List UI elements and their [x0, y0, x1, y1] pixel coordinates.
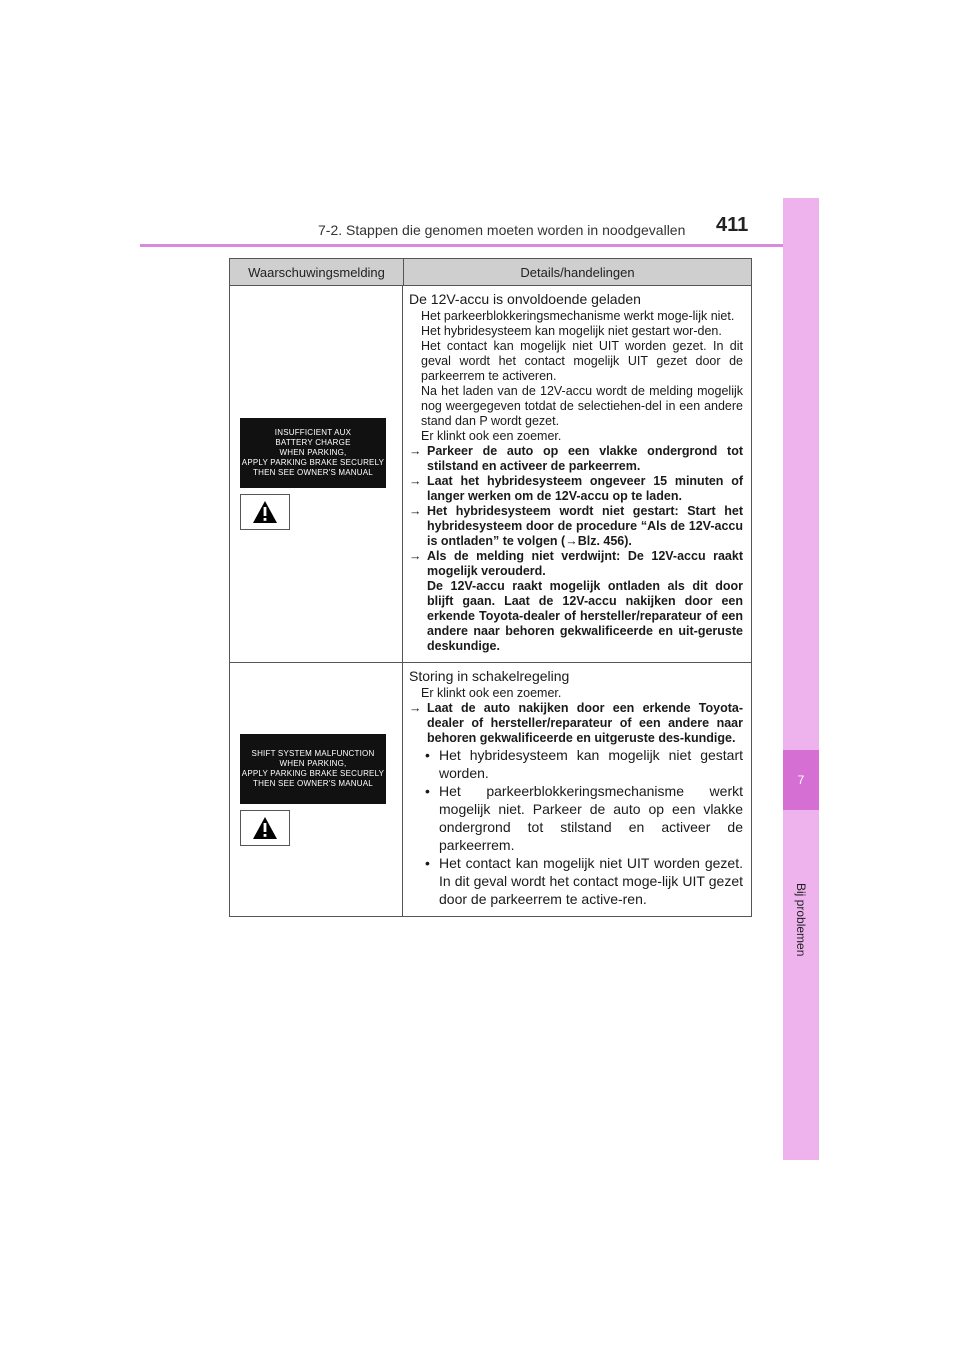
action-item [409, 701, 743, 746]
bullet-icon: • [425, 783, 430, 799]
detail-title: De 12V-accu is onvoldoende geladen [409, 291, 641, 307]
page-number: 411 [716, 214, 749, 236]
display-message-line: WHEN PARKING, [279, 758, 347, 768]
arrow-icon: → [409, 549, 422, 563]
action-text: Parkeer de auto op een vlakke ondergrond tot stilstand en activeer de parkeerrem. [427, 444, 743, 473]
detail-paragraph: Er klinkt ook een zoemer. [421, 686, 562, 700]
action-text: Als de melding niet verdwijnt: De 12V-accu raakt mogelijk verouderd. [427, 549, 743, 578]
detail-title: Storing in schakelregeling [409, 668, 570, 684]
arrow-icon: → [409, 444, 422, 458]
action-text: Laat het hybridesysteem ongeveer 15 minuten of langer werken om de 12V-accu op te laden. [427, 474, 743, 503]
bullet-icon: • [425, 855, 430, 871]
display-message-line: THEN SEE OWNER'S MANUAL [253, 468, 373, 477]
action-item [409, 444, 743, 474]
warning-cell [230, 286, 403, 662]
column-header-details: Details/handelingen [520, 264, 635, 280]
display-message-line: THEN SEE OWNER'S MANUAL [253, 778, 373, 788]
header-divider [140, 244, 818, 247]
column-header-warning: Waarschuwingsmelding [230, 259, 404, 285]
arrow-icon: → [409, 504, 422, 518]
section-title: 7-2. Stappen die genomen moeten worden in noodgevallen [318, 222, 686, 238]
action-item [409, 504, 743, 549]
action-note: De 12V-accu raakt mogelijk ontladen als dit door blijft gaan. Laat de 12V-accu nakijken door een erkende Toyota-dealer of hersteller/reparateur of een andere naar behoren gekwalificeerde en uit-geruste deskundige. [427, 579, 743, 653]
action-text: Het hybridesysteem wordt niet gestart: Start het hybridesysteem door de procedure “Als de 12V-accu is ontladen” te volgen (→Blz. 456). [427, 504, 743, 548]
display-message-line: BATTERY CHARGE [275, 438, 351, 447]
arrow-icon: → [409, 474, 422, 488]
bullet-icon: • [425, 747, 430, 763]
warning-triangle-icon [240, 494, 290, 530]
detail-paragraph: Er klinkt ook een zoemer. [421, 429, 562, 443]
action-item [409, 549, 743, 579]
table-row [230, 663, 751, 916]
warning-triangle-icon [240, 810, 290, 846]
display-message-line: APPLY PARKING BRAKE SECURELY [241, 458, 385, 467]
chapter-label: Bij problemen [794, 883, 808, 957]
details-cell [403, 286, 751, 662]
detail-paragraph: Na het laden van de 12V-accu wordt de melding mogelijk nog weergegeven totdat de selectiehen-del in een andere stand dan P wordt gezet. [421, 384, 743, 428]
details-cell [403, 663, 751, 916]
display-message [240, 734, 386, 804]
bullet-item [409, 746, 743, 782]
display-message-line: INSUFFICIENT AUX [274, 428, 352, 437]
display-message [240, 418, 386, 488]
chapter-number: 7 [783, 750, 819, 810]
action-item [409, 474, 743, 504]
arrow-icon: → [409, 701, 422, 715]
display-message-line: APPLY PARKING BRAKE SECURELY [241, 768, 385, 778]
warning-cell [230, 663, 403, 916]
display-message-line: WHEN PARKING, [279, 448, 347, 457]
bullet-text: Het contact kan mogelijk niet UIT worden gezet. In dit geval wordt het contact moge-lijk UIT gezet door de parkeerrem te active-ren. [439, 855, 743, 907]
table-row [230, 286, 751, 663]
detail-paragraph: Het contact kan mogelijk niet UIT worden gezet. In dit geval wordt het contact mogelijk UIT gezet door de parkeerrem te activeren. [421, 339, 743, 383]
detail-paragraph: Het parkeerblokkeringsmechanisme werkt moge-lijk niet. [421, 309, 735, 323]
action-text: Laat de auto nakijken door een erkende Toyota-dealer of hersteller/reparateur of een andere naar behoren gekwalificeerde en uitgeruste des-kundige. [427, 701, 743, 745]
bullet-item [409, 854, 743, 908]
bullet-text: Het parkeerblokkeringsmechanisme werkt mogelijk niet. Parkeer de auto op een vlakke ondergrond tot stilstand en activeer de parkeerrem. [439, 783, 743, 853]
bullet-item [409, 782, 743, 854]
display-message-line: SHIFT SYSTEM MALFUNCTION [251, 748, 375, 758]
warning-message-table [229, 258, 752, 917]
bullet-text: Het hybridesysteem kan mogelijk niet gestart worden. [439, 747, 743, 781]
detail-paragraph: Het hybridesysteem kan mogelijk niet gestart wor-den. [421, 324, 722, 338]
table-header [230, 259, 751, 286]
chapter-tab [783, 198, 819, 1160]
